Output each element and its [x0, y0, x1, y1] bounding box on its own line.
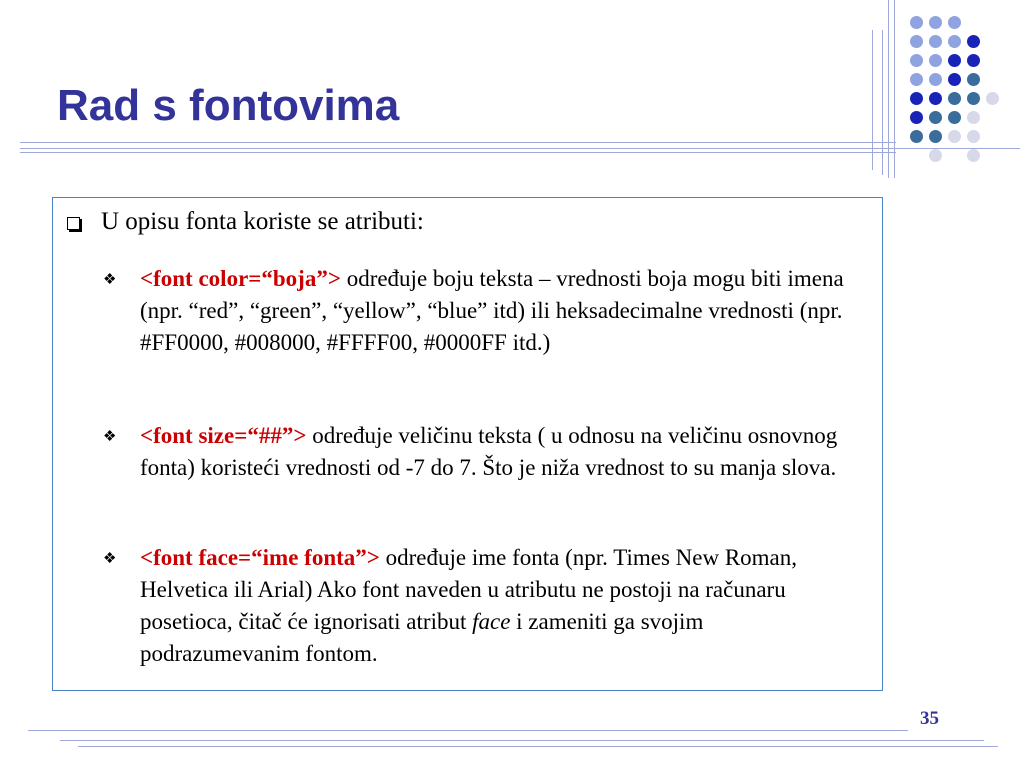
- diamond-bullet-icon: ❖: [103, 429, 117, 445]
- content-box: [52, 197, 883, 691]
- list-item-font-color: [140, 263, 868, 359]
- dot: [910, 73, 923, 86]
- dot: [967, 35, 980, 48]
- dot: [910, 111, 923, 124]
- footer-rule-1: [28, 730, 908, 731]
- dot: [986, 92, 999, 105]
- dot: [967, 130, 980, 143]
- dot: [910, 130, 923, 143]
- level1-text: U opisu fonta koriste se atributi:: [101, 208, 424, 235]
- dot: [948, 130, 961, 143]
- dot: [948, 73, 961, 86]
- dot: [948, 111, 961, 124]
- diamond-bullet-icon: ❖: [103, 272, 117, 288]
- tag-font-size: <font size=“##”>: [140, 423, 307, 448]
- diamond-bullet-icon: ❖: [103, 551, 117, 567]
- dot: [967, 149, 980, 162]
- item-emphasis: face: [472, 609, 511, 634]
- slide-number: 35: [920, 708, 939, 729]
- tag-font-color: <font color=“boja”>: [140, 266, 341, 291]
- dot: [910, 54, 923, 67]
- dot: [929, 92, 942, 105]
- dot: [948, 92, 961, 105]
- decor-vline-2: [882, 30, 883, 175]
- item-text: određuje veličinu teksta ( u odnosu na veličinu osnovnog fonta) koristeći vrednosti od -7 do 7. Što je niža vrednost to su manja slova.: [140, 423, 838, 480]
- footer-rule-3: [78, 746, 998, 747]
- decor-vline-1: [872, 30, 873, 170]
- dot: [910, 16, 923, 29]
- slide-title: Rad s fontovima: [57, 81, 400, 130]
- dot: [929, 54, 942, 67]
- hollow-square-bullet-icon: [67, 217, 80, 230]
- dot: [948, 35, 961, 48]
- dot: [910, 35, 923, 48]
- dot: [929, 111, 942, 124]
- dot: [929, 130, 942, 143]
- dot: [948, 54, 961, 67]
- item-text: određuje boju teksta – vrednosti boja mogu biti imena (npr. “red”, “green”, “yellow”, “blue” itd) ili heksadecimalne vrednosti (npr. #FF0000, #008000, #FFFF00, #0000FF itd.): [140, 266, 844, 355]
- title-rule-bottom: [20, 148, 1020, 149]
- title-rule-top: [20, 142, 896, 143]
- dot: [967, 92, 980, 105]
- list-item-font-size: [140, 420, 868, 484]
- title-rule-bottom-2: [20, 152, 896, 153]
- dot: [929, 16, 942, 29]
- decor-vline-3: [888, 0, 889, 178]
- item-text-after: i zameniti ga svojim podrazumevanim fontom.: [140, 609, 704, 666]
- decorative-dot-grid: [905, 10, 1015, 170]
- dot: [929, 73, 942, 86]
- dot: [929, 149, 942, 162]
- tag-font-face: <font face=“ime fonta”>: [140, 545, 380, 570]
- decor-vline-4: [894, 0, 895, 178]
- dot: [967, 73, 980, 86]
- item-text: određuje ime fonta (npr. Times New Roman, Helvetica ili Arial) Ako font naveden u atributu ne postoji na računaru posetioca, čitač će ignorisati atribut: [140, 545, 798, 634]
- dot: [967, 54, 980, 67]
- footer-rule-2: [60, 740, 984, 741]
- dot: [910, 92, 923, 105]
- dot: [948, 16, 961, 29]
- dot: [967, 111, 980, 124]
- list-item-font-face: [140, 542, 868, 670]
- dot: [929, 35, 942, 48]
